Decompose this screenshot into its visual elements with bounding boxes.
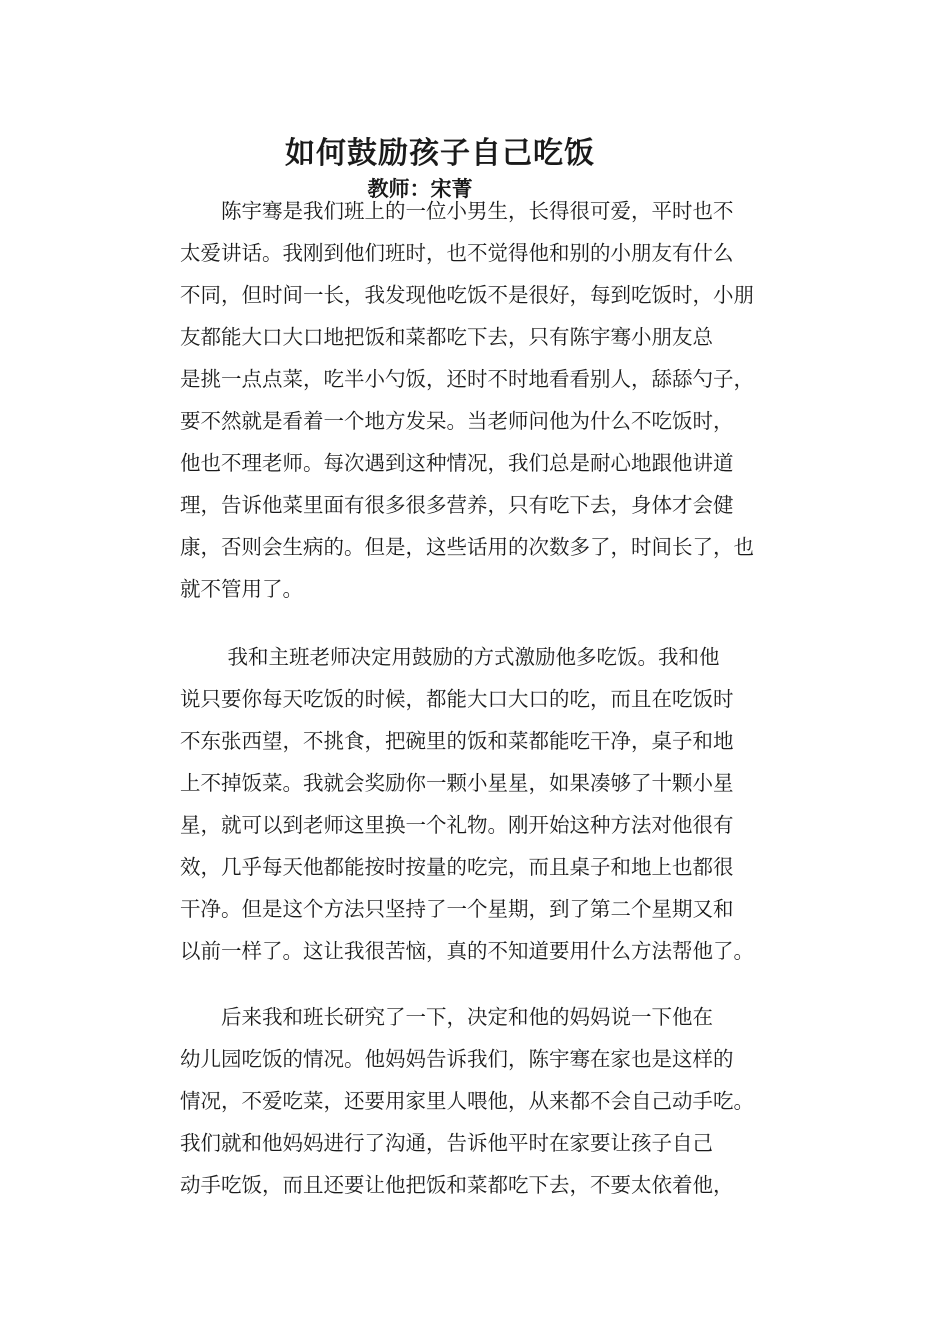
author-line: 教师：宋菁 <box>367 176 473 201</box>
text-line: 不东张西望，不挑食，把碗里的饭和菜都能吃干净，桌子和地 <box>180 729 734 753</box>
text-line: 要不然就是看着一个地方发呆。当老师问他为什么不吃饭时， <box>180 409 734 433</box>
document-title: 如何鼓励孩子自己吃饭 <box>285 136 595 171</box>
text-line: 是挑一点点菜，吃半小勺饭，还时不时地看看别人，舔舔勺子， <box>180 367 754 391</box>
text-line: 干净。但是这个方法只坚持了一个星期，到了第二个星期又和 <box>180 897 734 921</box>
text-line: 动手吃饭，而且还要让他把饭和菜都吃下去，不要太依着他， <box>180 1173 734 1197</box>
text-line: 康，否则会生病的。但是，这些话用的次数多了，时间长了，也 <box>180 535 754 559</box>
text-line: 以前一样了。这让我很苦恼，真的不知道要用什么方法帮他了。 <box>180 939 754 963</box>
text-line: 就不管用了。 <box>180 577 303 601</box>
text-line: 不同，但时间一长，我发现他吃饭不是很好，每到吃饭时，小朋 <box>180 283 754 307</box>
paragraph-3 <box>180 996 790 1206</box>
text-line: 上不掉饭菜。我就会奖励你一颗小星星，如果凑够了十颗小星 <box>180 771 734 795</box>
paragraph-1 <box>180 190 790 610</box>
text-line: 效，几乎每天他都能按时按量的吃完，而且桌子和地上也都很 <box>180 855 734 879</box>
text-line: 说只要你每天吃饭的时候，都能大口大口的吃，而且在吃饭时 <box>180 687 734 711</box>
text-line: 他也不理老师。每次遇到这种情况，我们总是耐心地跟他讲道 <box>180 451 734 475</box>
text-line: 太爱讲话。我刚到他们班时，也不觉得他和别的小朋友有什么 <box>180 241 734 265</box>
text-line: 理，告诉他菜里面有很多很多营养，只有吃下去，身体才会健 <box>180 493 734 517</box>
text-line: 星，就可以到老师这里换一个礼物。刚开始这种方法对他很有 <box>180 813 734 837</box>
text-line: 幼儿园吃饭的情况。他妈妈告诉我们，陈宇骞在家也是这样的 <box>180 1047 734 1071</box>
text-line: 我和主班老师决定用鼓励的方式激励他多吃饭。我和他 <box>180 645 720 669</box>
text-line: 友都能大口大口地把饭和菜都吃下去，只有陈宇骞小朋友总 <box>180 325 713 349</box>
paragraph-2 <box>180 636 790 972</box>
text-line: 陈宇骞是我们班上的一位小男生，长得很可爱，平时也不 <box>180 199 734 223</box>
text-line: 我们就和他妈妈进行了沟通，告诉他平时在家要让孩子自己 <box>180 1131 713 1155</box>
text-line: 后来我和班长研究了一下，决定和他的妈妈说一下他在 <box>180 1005 713 1029</box>
text-line: 情况，不爱吃菜，还要用家里人喂他，从来都不会自己动手吃。 <box>180 1089 754 1113</box>
